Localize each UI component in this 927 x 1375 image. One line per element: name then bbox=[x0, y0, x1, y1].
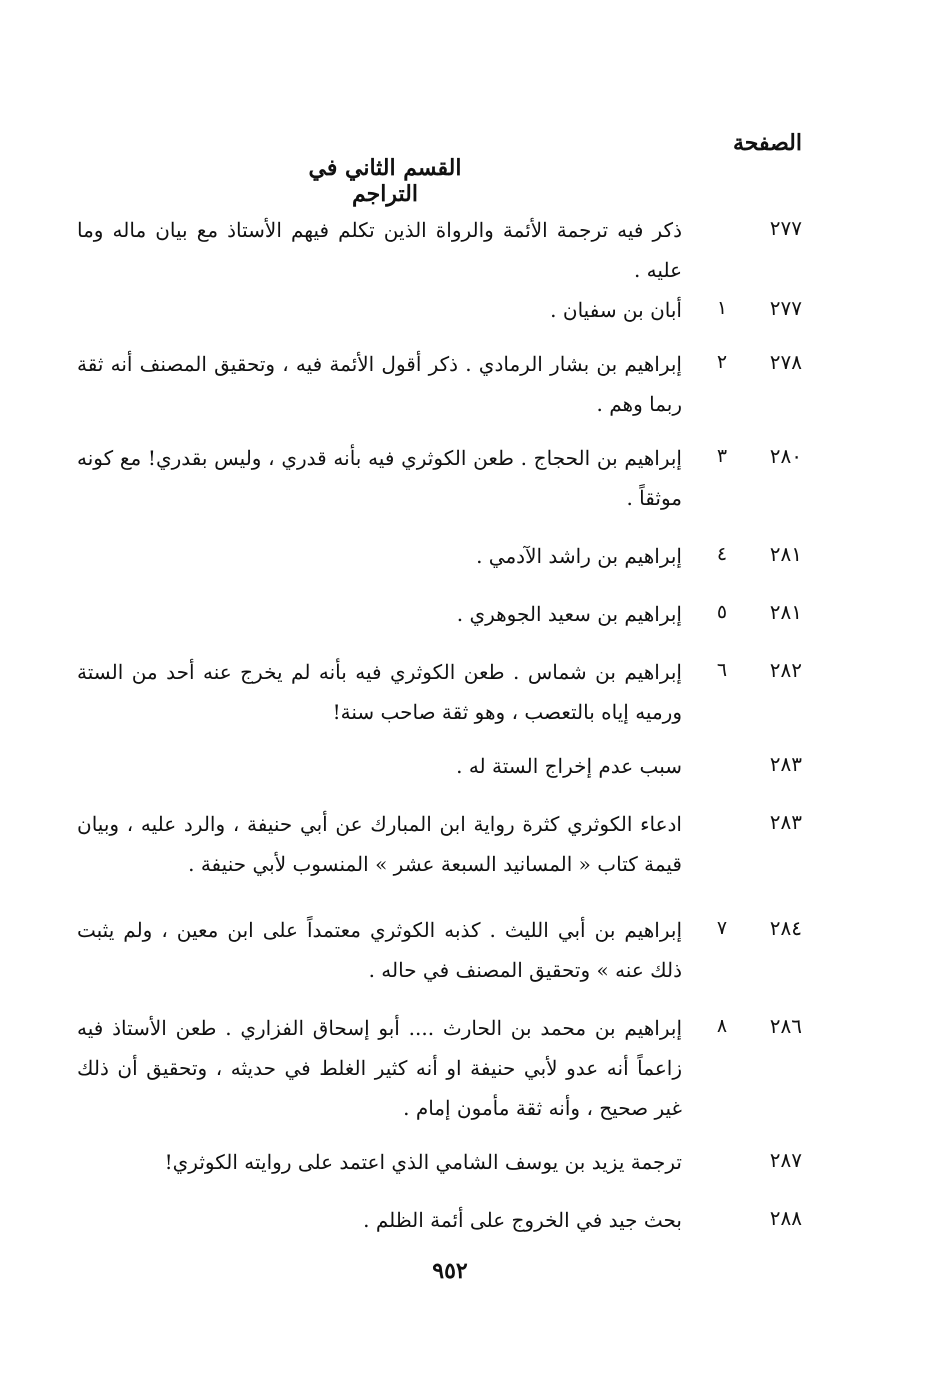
contents-list bbox=[77, 210, 802, 1240]
contents-entry bbox=[77, 910, 802, 990]
contents-entry bbox=[77, 536, 802, 576]
entry-text: بحث جيد في الخروج على أئمة الظلم . bbox=[363, 1208, 682, 1232]
contents-entry bbox=[77, 210, 802, 290]
page-footer-number: ٩٥٢ bbox=[432, 1258, 468, 1284]
entry-text: إبراهيم بن سعيد الجوهري . bbox=[456, 602, 682, 626]
entry-page-number: ٢٧٨ bbox=[769, 350, 802, 374]
entry-text: إبراهيم بن محمد بن الحارث .... أبو إسحاق الفزاري . طعن الأستاذ فيه زاعماً أنه عدو لأبي حنيفة او أنه كثير الغلط في حديثه ، وتحقيق أن ذلك غير صحيح ، وأنه ثقة مأمون إمام . bbox=[77, 1016, 682, 1120]
contents-entry bbox=[77, 594, 802, 634]
entry-page-number: ٢٨٧ bbox=[769, 1148, 802, 1172]
entry-ordinal: ٦ bbox=[716, 659, 728, 681]
contents-entry bbox=[77, 1200, 802, 1240]
contents-entry bbox=[77, 344, 802, 424]
entry-page-number: ٢٨٣ bbox=[769, 752, 802, 776]
entry-page-number: ٢٨٢ bbox=[769, 658, 802, 682]
entry-page-number: ٢٨٤ bbox=[769, 916, 802, 940]
entry-ordinal: ٣ bbox=[716, 445, 728, 467]
contents-entry bbox=[77, 1142, 802, 1182]
entry-text: سبب عدم إخراج الستة له . bbox=[456, 754, 682, 778]
entry-page-number: ٢٨٠ bbox=[769, 444, 802, 468]
entry-text: إبراهيم بن شماس . طعن الكوثري فيه بأنه لم يخرج عنه أحد من الستة ورميه إياه بالتعصب ، وهو ثقة صاحب سنة! bbox=[77, 660, 682, 724]
entry-page-number: ٢٨٦ bbox=[769, 1014, 802, 1038]
entry-text: ذكر فيه ترجمة الأئمة والرواة الذين تكلم فيهم الأستاذ مع بيان ماله وما عليه . bbox=[77, 218, 682, 282]
entry-text: ترجمة يزيد بن يوسف الشامي الذي اعتمد على روايته الكوثري! bbox=[164, 1150, 682, 1174]
entry-ordinal: ٥ bbox=[716, 601, 728, 623]
entry-page-number: ٢٧٧ bbox=[769, 296, 802, 320]
entry-page-number: ٢٧٧ bbox=[769, 216, 802, 240]
entry-text: إبراهيم بن بشار الرمادي . ذكر أقول الأئمة فيه ، وتحقيق المصنف أنه ثقة ربما وهم . bbox=[77, 352, 682, 416]
contents-entry bbox=[77, 1008, 802, 1128]
contents-entry bbox=[77, 438, 802, 518]
section-title: القسم الثاني في التراجم bbox=[308, 155, 462, 207]
entry-text: إبراهيم بن أبي الليث . كذبه الكوثري معتمداً على ابن معين ، ولم يثبت ذلك عنه » وتحقيق المصنف في حاله . bbox=[77, 918, 682, 982]
contents-entry bbox=[77, 290, 802, 330]
entry-text: إبراهيم بن راشد الآدمي . bbox=[476, 544, 682, 568]
contents-entry bbox=[77, 652, 802, 732]
entry-text: إبراهيم بن الحجاج . طعن الكوثري فيه بأنه قدري ، وليس بقدري! مع كونه موثقاً . bbox=[77, 446, 682, 510]
entry-page-number: ٢٨٨ bbox=[769, 1206, 802, 1230]
entry-text: أبان بن سفيان . bbox=[550, 298, 682, 322]
page-column-label: الصفحة bbox=[732, 130, 802, 156]
entry-ordinal: ٤ bbox=[716, 543, 728, 565]
contents-entry bbox=[77, 746, 802, 786]
entry-ordinal: ١ bbox=[716, 297, 728, 319]
contents-entry bbox=[77, 804, 802, 884]
entry-page-number: ٢٨٣ bbox=[769, 810, 802, 834]
entry-ordinal: ٨ bbox=[716, 1015, 728, 1037]
entry-text: ادعاء الكوثري كثرة رواية ابن المبارك عن أبي حنيفة ، والرد عليه ، وبيان قيمة كتاب « المسانيد السبعة عشر » المنسوب لأبي حنيفة . bbox=[77, 812, 682, 876]
entry-page-number: ٢٨١ bbox=[769, 600, 802, 624]
entry-page-number: ٢٨١ bbox=[769, 542, 802, 566]
entry-ordinal: ٢ bbox=[716, 351, 728, 373]
entry-ordinal: ٧ bbox=[716, 917, 728, 939]
